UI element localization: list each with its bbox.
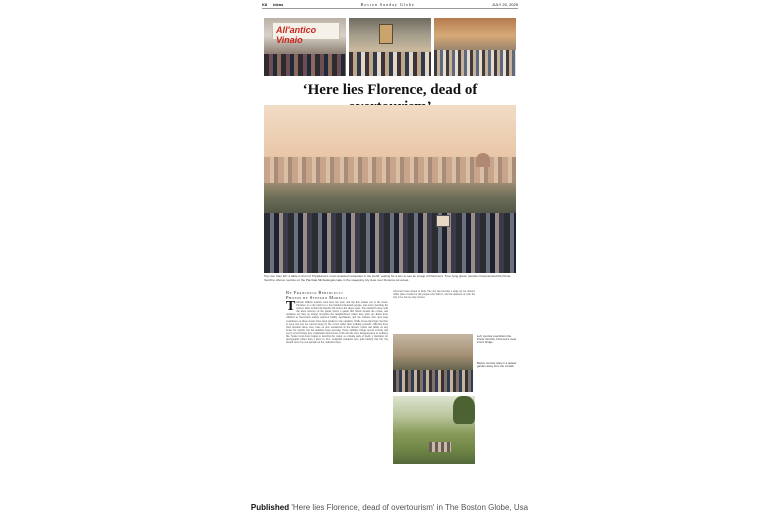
crowd: [434, 50, 516, 76]
body-text-right: who have been drawn to Italy. The city has become a stage set for visitors rather than a home for the people who built it, and the question of who the city is for has no easy answer.: [393, 290, 475, 300]
crowd: [349, 52, 431, 76]
photo-garden: [393, 396, 475, 464]
footer-label: Published: [250, 503, 290, 512]
section-label-group: [262, 2, 283, 7]
tree: [453, 396, 475, 424]
people-group: [429, 442, 451, 452]
body-column-right: [393, 290, 475, 328]
hero-photo-sunset-crowd: [264, 105, 516, 273]
shop-sign: [272, 22, 340, 45]
section-name: Ideas: [273, 2, 284, 7]
author-credit: By Francesco Bertolucci: [286, 290, 344, 295]
body-column-left: [286, 301, 388, 487]
issue-date: JULY 20, 2025: [491, 2, 518, 7]
photo-credit: Photos by Stefano Morelli: [286, 295, 348, 300]
crowd: [264, 54, 346, 76]
byline: [286, 290, 386, 300]
publication-footer: [0, 503, 779, 512]
page-number: K8: [262, 2, 268, 7]
crowd: [264, 213, 516, 273]
photo-sandwich-shop: [264, 18, 346, 76]
side-caption-left: Left, tourists overwhelm the Ponte Vecchio, Florence's most iconic bridge.: [477, 334, 517, 345]
running-header: [262, 1, 518, 9]
side-caption-below: Below, tourists relax in a quieter garden away from the crowds.: [477, 361, 517, 369]
drop-cap: T: [286, 301, 296, 314]
footer-text: 'Here lies Florence, dead of overtourism' in The Boston Globe, Usa: [291, 503, 529, 512]
shop-sign-text: All'antico Vinaio: [276, 25, 317, 45]
duomo-dome: [476, 153, 490, 167]
photo-street-crowd: [349, 18, 431, 76]
crowd: [393, 370, 473, 392]
raised-phone: [436, 215, 450, 227]
hero-caption: Top row, from left: A table in front of Tripadvisor's most reviewed restaurant in the world; waiting for a turn to see an image of Florence's ‘True’ lying ghost; tourists crowd around the Ponte Vecchio. Above: tourists on the Piazzale Michelangelo take in the sweeping city view over Florence at sunset.: [264, 274, 511, 282]
masthead: Boston Sunday Globe: [360, 2, 415, 7]
portrait-image: [379, 24, 393, 44]
body-text-left: hirteen million tourists were here last year, and the line snakes out to the street. Florence is a city built for a few hundred thousand people, and every morning the narrow lanes around the Duomo fill before the shops open. The sandwich shop with the most reviews on the planet draws a queue that bends around the corner, and residents say they no longer recognize the neighborhood where they grew up. Rents have climbed as short-term rentals replaced family apartments, and the artisans who once kept workshops on these streets have been pushed to the outskirts. Walk across the Ponte Vecchio at noon and you are carried along by the crowd rather than walking yourself. Officials have tried turnstile ideas, fees, bans on new restaurants in the historic center and limits on key boxes for rentals, but the numbers keep growing. Every summer brings record arrivals and every record brings new complaints about noise, trash and the slow disappearance of ordinary life. Some locals have begun to describe the center as a theme park of itself, a backdrop for photographs rather than a place to live. Longtime residents now joke bitterly that the city should carve its own epitaph on the cathedral steps.: [286, 301, 388, 345]
photo-bridge-crowd: [393, 334, 473, 392]
article-headline: ‘Here lies Florence, dead of: [302, 82, 478, 98]
photo-square-crowd: [434, 18, 516, 76]
